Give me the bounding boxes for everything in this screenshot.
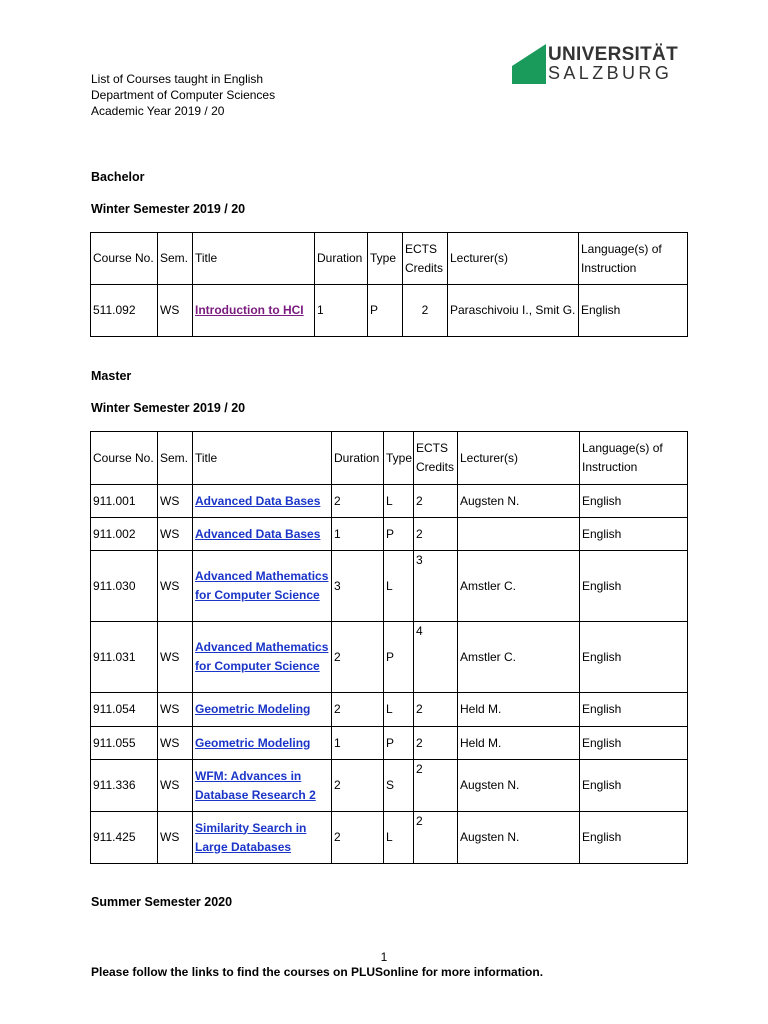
course-title-link[interactable]: WFM: Advances in Database Research 2 [195, 768, 316, 802]
course-ects: 2 [414, 760, 458, 812]
col-header-sem: Sem. [158, 432, 193, 485]
course-type: L [384, 551, 414, 622]
course-type: L [384, 812, 414, 864]
course-sem: WS [158, 551, 193, 622]
course-title-cell [193, 285, 315, 337]
course-language: English [580, 727, 688, 760]
table-row [91, 485, 688, 518]
course-lecturer [458, 518, 580, 551]
course-title-link[interactable]: Advanced Data Bases [195, 526, 321, 541]
course-ects: 2 [414, 727, 458, 760]
course-duration: 2 [332, 812, 384, 864]
course-no: 911.054 [91, 693, 158, 727]
table-row [91, 518, 688, 551]
course-title-link[interactable]: Introduction to HCI [195, 303, 304, 317]
course-lecturer: Augsten N. [458, 760, 580, 812]
course-type: P [384, 622, 414, 693]
course-lecturer: Paraschivoiu I., Smit G. [448, 285, 579, 337]
logo-line1: UNIVERSITÄT [548, 44, 678, 65]
header-title: List of Courses taught in English [91, 72, 264, 86]
course-type: P [384, 727, 414, 760]
course-language: English [580, 551, 688, 622]
col-header-duration: Duration [315, 233, 368, 285]
col-header-ects: ECTS Credits [414, 432, 458, 485]
course-title-link[interactable]: Geometric Modeling [195, 735, 311, 750]
bachelor-semester-heading: Winter Semester 2019 / 20 [91, 202, 246, 216]
course-title-link[interactable]: Geometric Modeling [195, 702, 311, 716]
bachelor-heading: Bachelor [91, 170, 145, 184]
course-type: P [384, 518, 414, 551]
course-sem: WS [158, 285, 193, 337]
document-header [91, 71, 275, 119]
col-header-title: Title [193, 233, 315, 285]
course-title-cell [193, 812, 332, 864]
course-no: 911.002 [91, 518, 158, 551]
course-ects: 2 [414, 518, 458, 551]
header-department: Department of Computer Sciences [91, 88, 276, 102]
master-semester-heading: Winter Semester 2019 / 20 [91, 401, 246, 415]
course-language: English [580, 812, 688, 864]
course-title-link[interactable]: Similarity Search in Large Databases [195, 820, 307, 854]
course-lecturer: Augsten N. [458, 485, 580, 518]
course-sem: WS [158, 518, 193, 551]
course-sem: WS [158, 622, 193, 693]
course-language: English [579, 285, 688, 337]
course-type: L [384, 485, 414, 518]
course-lecturer: Held M. [458, 693, 580, 727]
course-sem: WS [158, 812, 193, 864]
course-ects: 2 [414, 812, 458, 864]
page-number: 1 [380, 950, 388, 964]
course-no: 511.092 [91, 285, 158, 337]
col-header-language: Language(s) of Instruction [580, 432, 688, 485]
course-ects: 2 [403, 285, 448, 337]
course-title-link[interactable]: Advanced Mathematics for Computer Science [195, 569, 329, 602]
course-language: English [580, 518, 688, 551]
course-title-cell [193, 518, 332, 551]
course-title-cell [193, 727, 332, 760]
course-duration: 1 [315, 285, 368, 337]
col-header-type: Type [368, 233, 403, 285]
course-ects: 2 [414, 485, 458, 518]
master-heading: Master [91, 369, 132, 383]
col-header-lecturer: Lecturer(s) [448, 233, 579, 285]
col-header-title: Title [193, 432, 332, 485]
table-header-row [91, 432, 688, 485]
logo-line2: SALZBURG [548, 63, 673, 83]
header-year: Academic Year 2019 / 20 [91, 104, 225, 118]
course-title-cell [193, 485, 332, 518]
course-duration: 2 [332, 485, 384, 518]
course-language: English [580, 693, 688, 727]
course-no: 911.031 [91, 622, 158, 693]
course-language: English [580, 760, 688, 812]
course-no: 911.001 [91, 485, 158, 518]
table-row [91, 285, 688, 337]
table-row [91, 622, 688, 693]
course-type: P [368, 285, 403, 337]
table-row [91, 812, 688, 864]
table-row [91, 693, 688, 727]
col-header-course-no: Course No. [91, 233, 158, 285]
university-logo [512, 44, 676, 84]
course-title-link[interactable]: Advanced Mathematics for Computer Science [195, 640, 329, 673]
course-sem: WS [158, 760, 193, 812]
table-header-row [91, 233, 688, 285]
course-lecturer: Amstler C. [458, 622, 580, 693]
course-sem: WS [158, 727, 193, 760]
course-ects: 3 [414, 551, 458, 622]
course-no: 911.030 [91, 551, 158, 622]
col-header-lecturer: Lecturer(s) [458, 432, 580, 485]
master-course-table [90, 431, 688, 864]
course-type: L [384, 693, 414, 727]
course-sem: WS [158, 485, 193, 518]
course-no: 911.055 [91, 727, 158, 760]
course-language: English [580, 485, 688, 518]
col-header-ects: ECTS Credits [403, 233, 448, 285]
course-duration: 1 [332, 727, 384, 760]
course-duration: 2 [332, 693, 384, 727]
course-duration: 2 [332, 760, 384, 812]
course-language: English [580, 622, 688, 693]
col-header-type: Type [384, 432, 414, 485]
course-ects: 2 [414, 693, 458, 727]
course-title-cell [193, 760, 332, 812]
course-duration: 3 [332, 551, 384, 622]
col-header-sem: Sem. [158, 233, 193, 285]
col-header-duration: Duration [332, 432, 384, 485]
course-title-cell [193, 622, 332, 693]
course-lecturer: Augsten N. [458, 812, 580, 864]
course-lecturer: Held M. [458, 727, 580, 760]
bachelor-course-table [90, 232, 688, 337]
course-sem: WS [158, 693, 193, 727]
course-type: S [384, 760, 414, 812]
course-lecturer: Amstler C. [458, 551, 580, 622]
table-row [91, 727, 688, 760]
course-title-link[interactable]: Advanced Data Bases [195, 493, 321, 508]
course-title-cell [193, 693, 332, 727]
footer-note: Please follow the links to find the courses on PLUSonline for more information. [91, 965, 544, 979]
course-no: 911.425 [91, 812, 158, 864]
course-no: 911.336 [91, 760, 158, 812]
summer-semester-heading: Summer Semester 2020 [91, 895, 233, 909]
course-duration: 2 [332, 622, 384, 693]
course-ects: 4 [414, 622, 458, 693]
col-header-language: Language(s) of Instruction [579, 233, 688, 285]
col-header-course-no: Course No. [91, 432, 158, 485]
course-duration: 1 [332, 518, 384, 551]
course-title-cell [193, 551, 332, 622]
table-row [91, 551, 688, 622]
table-row [91, 760, 688, 812]
